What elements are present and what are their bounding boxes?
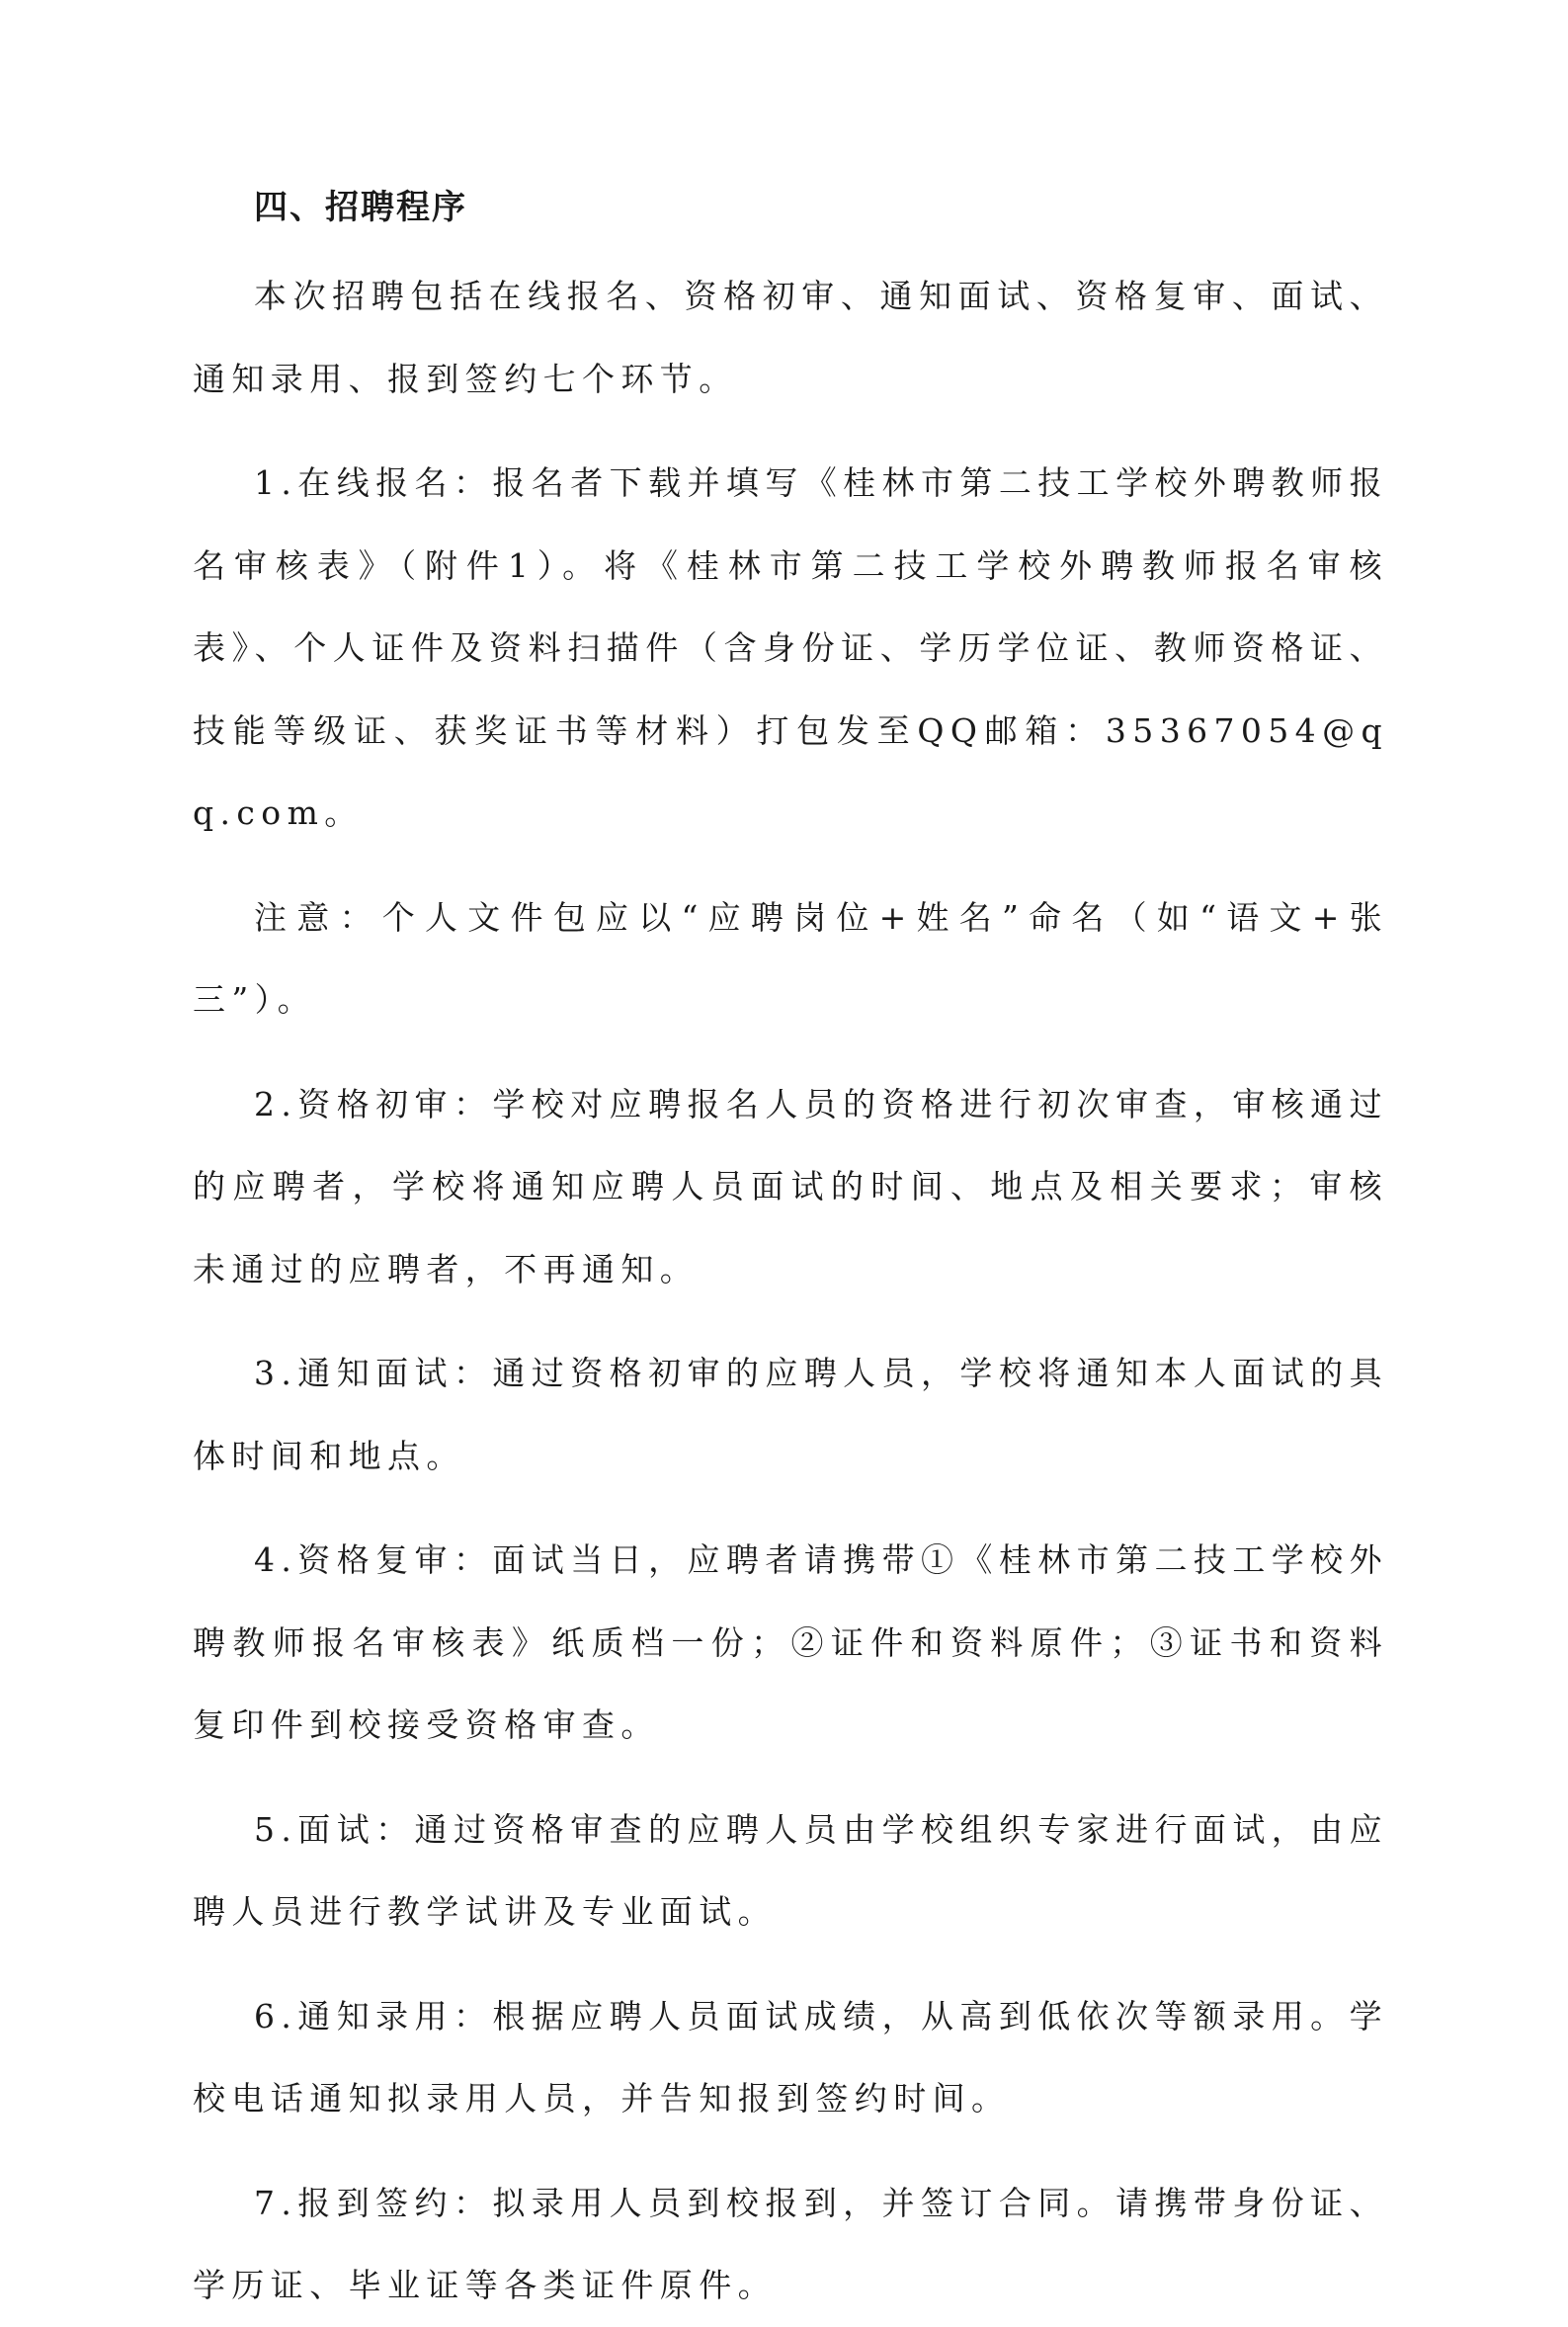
paragraph-step-2-preliminary-review: 2.资格初审：学校对应聘报名人员的资格进行初次审查，审核通过的应聘者，学校将通知应聘人员面试的时间、地点及相关要求；审核未通过的应聘者，不再通知。 (193, 1084, 1388, 1288)
paragraph-note-file-naming: 注意：个人文件包应以“应聘岗位+姓名”命名（如“语文+张三”）。 (193, 897, 1388, 1019)
paragraph-step-1-online-registration: 1.在线报名：报名者下载并填写《桂林市第二技工学校外聘教师报名审核表》（附件1）。将《桂林市第二技工学校外聘教师报名审核表》、个人证件及资料扫描件（含身份证、学历学位证、教师资格证、技能等级证、获奖证书等材料）打包发至QQ邮箱：35367054@qq.com。 (193, 463, 1388, 832)
section-heading: 四、招聘程序 (254, 188, 467, 227)
paragraph-step-7-sign-contract: 7.报到签约：拟录用人员到校报到，并签订合同。请携带身份证、学历证、毕业证等各类证件原件。 (193, 2183, 1388, 2304)
paragraph-step-3-interview-notice: 3.通知面试：通过资格初审的应聘人员，学校将通知本人面试的具体时间和地点。 (193, 1354, 1388, 1475)
document-body (193, 178, 1388, 2327)
paragraph-step-4-re-examination: 4.资格复审：面试当日，应聘者请携带①《桂林市第二技工学校外聘教师报名审核表》纸质档一份；②证件和资料原件；③证书和资料复印件到校接受资格审查。 (193, 1540, 1388, 1744)
paragraph-step-5-interview: 5.面试：通过资格审查的应聘人员由学校组织专家进行面试，由应聘人员进行教学试讲及专业面试。 (193, 1809, 1388, 1931)
paragraph-overview: 本次招聘包括在线报名、资格初审、通知面试、资格复审、面试、通知录用、报到签约七个环节。 (193, 277, 1388, 398)
paragraph-step-6-hiring-notice: 6.通知录用：根据应聘人员面试成绩，从高到低依次等额录用。学校电话通知拟录用人员，并告知报到签约时间。 (193, 1996, 1388, 2118)
